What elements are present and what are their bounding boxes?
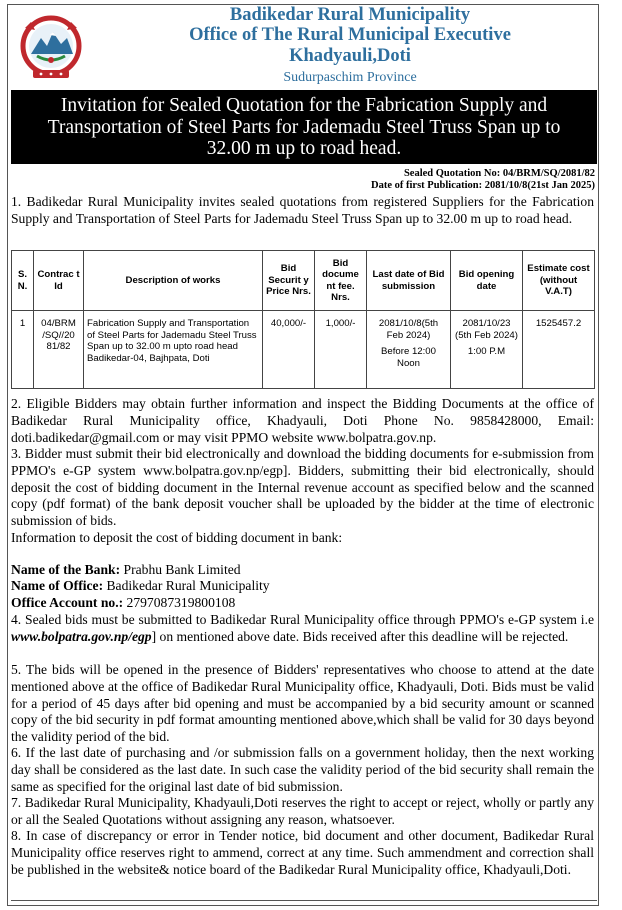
bottom-divider (11, 900, 597, 907)
cell-contract-id: 04/BRM /SQ//20 81/82 (34, 311, 84, 389)
office-name-label: Name of Office: (11, 578, 104, 593)
paragraph-1: 1. Badikedar Rural Municipality invites sealed quotations from registered Suppliers for the Fabrication Supply and Transportation of Steel Parts for Jademadu Steel Truss Span up to 32.00 m up to road head. (11, 194, 594, 226)
col-header-estimate: Estimate cost (without V.A.T) (523, 251, 595, 311)
paragraph-4-text-a: 4. Sealed bids must be submitted to Badikedar Rural Municipality office through PPMO's e-GP system i.e (11, 612, 594, 627)
office-location: Khadyauli,Doti (289, 46, 411, 66)
banner-line-3: 32.00 m up to road head. (206, 138, 402, 159)
bank-name-value: Prabhu Bank Limited (120, 562, 241, 577)
egp-link[interactable]: www.bolpatra.gov.np/egp (11, 628, 152, 644)
cell-sn: 1 (12, 311, 34, 389)
cell-doc-fee: 1,000/- (315, 311, 367, 389)
col-header-description: Description of works (84, 251, 263, 311)
paragraph-3: 3. Bidder must submit their bid electronically and download the bidding documents for e-submission from PPMO's e-GP system www.bolpatra.gov.np/egp]. Bidders, submitting their bid electronically, should deposit the cost of bidding document in the Internal revenue account as specified below and the scanned copy (pdf format) of the bank deposit voucher shall be uploaded by the bidder at the time of electronic submission of bids. (11, 446, 594, 529)
paragraph-5: 5. The bids will be opened in the presence of Bidders' representatives who choose to attend at the date mentioned above at the office of Badikedar Rural Municipality office, Khadyauli, Doti. Bids must be valid for a period of 45 days after bid opening and must be accompanied by a bid security amount or scanned copy of the bid security in pdf format amounting mentioned above,which shall be valid for 30 days beyond the validity period of the bid. (11, 662, 594, 745)
cell-opening-date (451, 311, 523, 389)
opening-date-value: 2081/10/23 (5th Feb 2024) (455, 318, 518, 341)
paragraph-2: 2. Eligible Bidders may obtain further information and inspect the Bidding Documents at the office of Badikedar Rural Municipality office, Khadyauli, Doti Phone No. 9858428000, Email: doti.badikedar@gmail.com or may visit PPMO website www.bolpatra.gov.np. (11, 396, 594, 445)
opening-time: 1:00 P.M (467, 346, 506, 357)
quotation-number: Sealed Quotation No: 04/BRM/SQ/2081/82 (403, 168, 595, 179)
last-date-value: 2081/10/8(5th Feb 2024) (378, 318, 439, 341)
col-header-last-date: Last date of Bid submission (367, 251, 451, 311)
bank-info-intro: Information to deposit the cost of bidding document in bank: (11, 530, 343, 545)
last-date-time: Before 12:00 Noon (381, 346, 436, 369)
cell-description: Fabrication Supply and Transportation of Steel Parts for Jademadu Steel Truss Span up to 32.00 m upto road head Badikedar-04, Bajhpata, Doti (84, 311, 263, 389)
table-header-row (12, 251, 595, 311)
col-header-sn: S. N. (12, 251, 34, 311)
bank-name-line (11, 562, 596, 579)
province-name: Sudurpaschim Province (283, 70, 417, 85)
col-header-doc-fee: Bid docume nt fee. Nrs. (315, 251, 367, 311)
banner-line-1: Invitation for Sealed Quotation for the Fabrication Supply and (60, 95, 548, 116)
cell-estimate: 1525457.2 (523, 311, 595, 389)
account-number-line (11, 595, 596, 612)
table-row (12, 311, 595, 389)
bank-name-label: Name of the Bank: (11, 562, 121, 577)
col-header-bid-security: Bid Securit y Price Nrs. (263, 251, 315, 311)
paragraph-8: 8. In case of discrepancy or error in Tender notice, bid document and other document, Badikedar Rural Municipality office reserves right to ammend, correct at any time. Such ammendment and correction shall be published in the website& notice board of the Badikedar Rural Municipality office, Khadyauli,Doti. (11, 828, 594, 877)
paragraph-4-text-b: ] on mentioned above date. Bids received after this deadline will be rejected. (151, 628, 569, 644)
paragraph-4 (11, 612, 594, 646)
paragraph-6: 6. If the last date of purchasing and /or submission falls on a government holiday, then the next working day shall be considered as the last date. In such case the validity period of the bid security shall remain the same as specified for the original last date of bid submission. (11, 745, 594, 794)
office-name-value: Badikedar Rural Municipality (103, 578, 270, 593)
office-name: Office of The Rural Municipal Executive (189, 25, 511, 45)
col-header-opening-date: Bid opening date (451, 251, 523, 311)
cell-last-date (367, 311, 451, 389)
municipality-emblem-icon (17, 8, 85, 88)
publication-date: Date of first Publication: 2081/10/8(21st Jan 2025) (371, 180, 595, 191)
org-name: Badikedar Rural Municipality (229, 5, 471, 25)
col-header-contract-id: Contrac t Id (34, 251, 84, 311)
notice-title-banner (11, 90, 597, 164)
banner-line-2: Transportation of Steel Parts for Jademadu Steel Truss Span up to (47, 116, 561, 138)
bid-table (11, 250, 595, 389)
office-name-line (11, 578, 596, 595)
account-number-label: Office Account no.: (11, 595, 124, 610)
cell-bid-security: 40,000/- (263, 311, 315, 389)
paragraph-7: 7. Badikedar Rural Municipality, Khadyauli,Doti reserves the right to accept or reject, wholly or partly any or all the Sealed Quotations without assigning any reason, whatsoever. (11, 795, 594, 827)
account-number-value: 2797087319800108 (123, 595, 236, 610)
